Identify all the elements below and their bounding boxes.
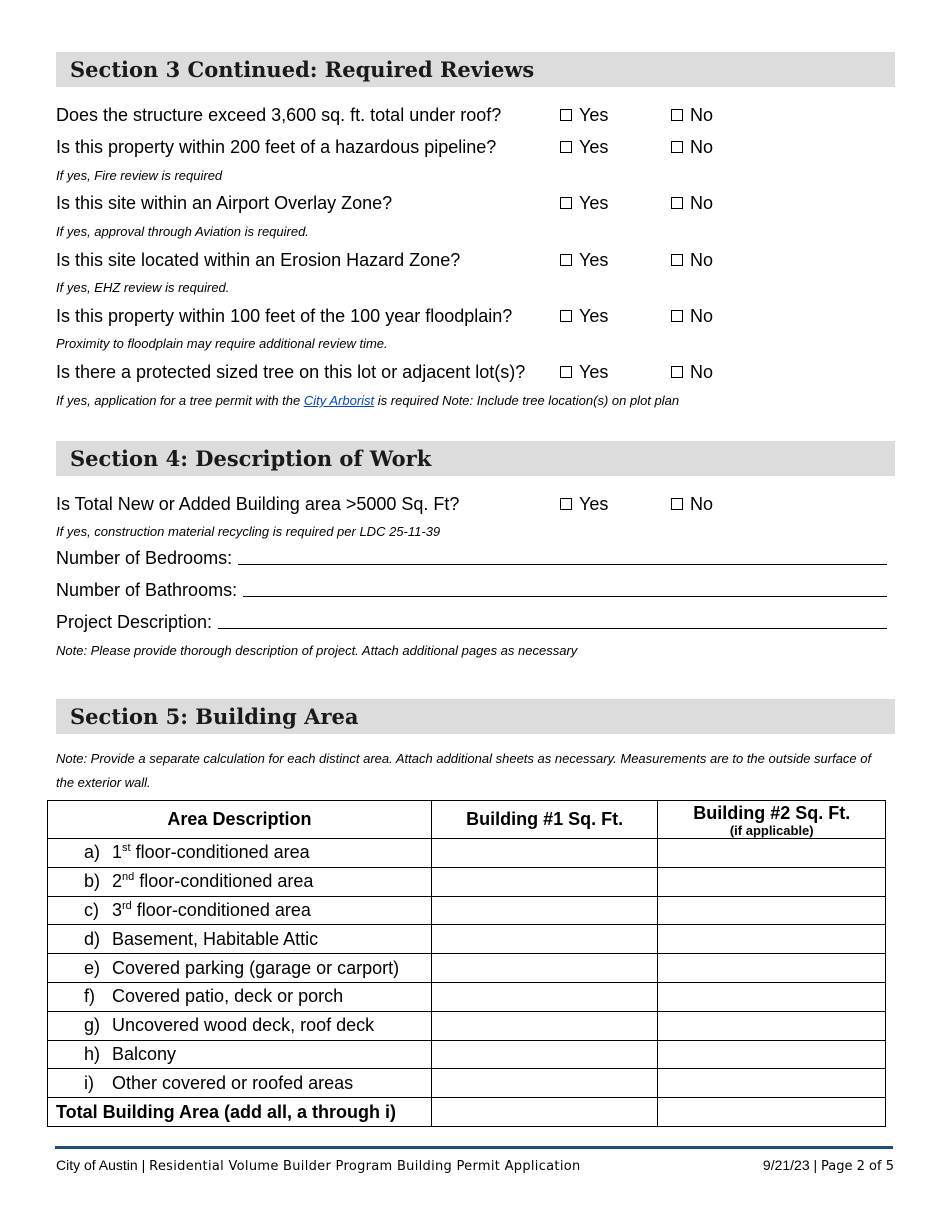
yes-checkbox-floodplain[interactable]: [560, 305, 608, 327]
table-row: [48, 1040, 886, 1069]
row-description: [48, 896, 432, 925]
note-floodplain: Proximity to floodplain may require additional review time.: [56, 336, 388, 351]
building-2-cell[interactable]: [658, 896, 886, 925]
checkbox-icon[interactable]: [560, 141, 572, 153]
building-2-cell[interactable]: [658, 1040, 886, 1069]
no-checkbox-airport[interactable]: [671, 192, 713, 214]
total-label: Total Building Area (add all, a through i): [48, 1098, 432, 1127]
header-building-1: Building #1 Sq. Ft.: [431, 801, 658, 839]
row-letter: g): [84, 1015, 101, 1036]
building-1-cell[interactable]: [431, 896, 658, 925]
no-checkbox-pipeline[interactable]: [671, 136, 713, 158]
yes-label: Yes: [579, 250, 609, 270]
bathrooms-field[interactable]: [56, 579, 887, 601]
row-description: [48, 925, 432, 954]
row-letter: d): [84, 928, 101, 949]
checkbox-icon[interactable]: [560, 254, 572, 266]
table-row: [48, 925, 886, 954]
footer-program: Residential Volume Builder Program Building Permit Application: [149, 1159, 581, 1174]
footer-right: [763, 1156, 894, 1176]
no-label: No: [690, 105, 714, 125]
bathrooms-label: Number of Bathrooms:: [56, 580, 238, 600]
table-header-row: [48, 801, 886, 839]
no-checkbox-structure-size[interactable]: [671, 104, 713, 126]
note-airport: If yes, approval through Aviation is required.: [56, 224, 309, 239]
checkbox-icon[interactable]: [560, 109, 572, 121]
no-label: No: [690, 362, 714, 382]
building-2-cell[interactable]: [658, 982, 886, 1011]
question-protected-tree: Is there a protected sized tree on this lot or adjacent lot(s)?: [56, 362, 526, 382]
row-number: 2: [112, 871, 123, 892]
checkbox-icon[interactable]: [671, 109, 683, 121]
table-row: [48, 896, 886, 925]
building-area-table: [47, 800, 886, 1127]
checkbox-icon[interactable]: [560, 197, 572, 209]
bedrooms-label: Number of Bedrooms:: [56, 548, 233, 568]
project-description-label: Project Description:: [56, 612, 213, 632]
question-airport: Is this site within an Airport Overlay Zone?: [56, 193, 393, 213]
no-label: No: [690, 494, 714, 514]
building-1-cell[interactable]: [431, 1040, 658, 1069]
building-2-cell[interactable]: [658, 954, 886, 983]
table-row: [48, 954, 886, 983]
header-area-description: Area Description: [48, 801, 432, 839]
note-text: is required Note: Include tree location(s) on plot plan: [374, 393, 680, 408]
row-description: [48, 839, 432, 868]
building-2-cell[interactable]: [658, 1069, 886, 1098]
row-letter: b): [84, 871, 101, 892]
header-building-2: [658, 801, 886, 839]
row-letter: f): [84, 986, 95, 1007]
note-pipeline: If yes, Fire review is required: [56, 168, 223, 183]
yes-label: Yes: [579, 362, 609, 382]
checkbox-icon[interactable]: [671, 498, 683, 510]
yes-label: Yes: [579, 193, 609, 213]
building-1-cell[interactable]: [431, 839, 658, 868]
footer-org: City of Austin |: [56, 1157, 146, 1173]
building-2-total-cell[interactable]: [658, 1098, 886, 1127]
footer-date: 9/21/23 |: [762, 1157, 818, 1173]
note-recycling: If yes, construction material recycling is required per LDC 25-11-39: [56, 524, 441, 539]
building-2-cell[interactable]: [658, 839, 886, 868]
row-text: Basement, Habitable Attic: [112, 928, 319, 949]
checkbox-icon[interactable]: [560, 498, 572, 510]
row-text: Other covered or roofed areas: [112, 1072, 354, 1093]
checkbox-icon[interactable]: [560, 366, 572, 378]
bathrooms-input-line[interactable]: [243, 579, 887, 597]
building-1-cell[interactable]: [431, 925, 658, 954]
row-number: 3: [112, 899, 123, 920]
question-erosion: Is this site located within an Erosion Hazard Zone?: [56, 250, 461, 270]
row-letter: a): [84, 842, 101, 863]
building-2-cell[interactable]: [658, 1011, 886, 1040]
checkbox-icon[interactable]: [671, 310, 683, 322]
no-checkbox-floodplain[interactable]: [671, 305, 713, 327]
project-description-field[interactable]: [56, 611, 887, 633]
building-1-cell[interactable]: [431, 1011, 658, 1040]
row-description: [48, 867, 432, 896]
no-checkbox-protected-tree[interactable]: [671, 361, 713, 383]
row-description: [48, 982, 432, 1011]
yes-checkbox-airport[interactable]: [560, 192, 608, 214]
no-label: No: [690, 250, 714, 270]
yes-label: Yes: [579, 494, 609, 514]
header-building-2-sub: (if applicable): [729, 822, 814, 838]
yes-checkbox-structure-size[interactable]: [560, 104, 608, 126]
footer-left: [56, 1156, 581, 1176]
section-4-heading: Section 4: Description of Work: [56, 441, 895, 476]
table-row: [48, 1011, 886, 1040]
row-description: [48, 1069, 432, 1098]
row-text: floor-conditioned area: [134, 871, 314, 892]
row-description: [48, 1011, 432, 1040]
checkbox-icon[interactable]: [671, 141, 683, 153]
building-1-total-cell[interactable]: [431, 1098, 658, 1127]
footer-page: Page 2 of 5: [821, 1159, 894, 1174]
question-floodplain: Is this property within 100 feet of the 100 year floodplain?: [56, 306, 513, 326]
row-description: [48, 1040, 432, 1069]
header-building-2-label: Building #2 Sq. Ft.: [693, 802, 851, 823]
footer-divider: [55, 1146, 893, 1149]
row-letter: c): [84, 899, 99, 920]
row-letter: h): [84, 1043, 101, 1064]
bedrooms-field[interactable]: [56, 547, 887, 569]
note-project-description: Note: Please provide thorough description of project. Attach additional pages as necessary: [56, 643, 578, 658]
row-letter: e): [84, 957, 101, 978]
building-2-cell[interactable]: [658, 925, 886, 954]
no-label: No: [690, 137, 714, 157]
row-superscript: nd: [122, 871, 135, 884]
bedrooms-input-line[interactable]: [238, 547, 887, 565]
question-pipeline: Is this property within 200 feet of a hazardous pipeline?: [56, 137, 497, 157]
table-total-row: [48, 1098, 886, 1127]
checkbox-icon[interactable]: [671, 254, 683, 266]
note-text: If yes, application for a tree permit with the: [56, 393, 304, 408]
yes-label: Yes: [579, 137, 609, 157]
checkbox-icon[interactable]: [671, 366, 683, 378]
city-arborist-link[interactable]: City Arborist: [303, 393, 375, 408]
note-protected-tree: [56, 392, 679, 410]
section-5-heading: Section 5: Building Area: [56, 699, 895, 734]
no-label: No: [690, 193, 714, 213]
row-text: Covered parking (garage or carport): [112, 957, 400, 978]
yes-checkbox-building-area[interactable]: [560, 493, 608, 515]
row-text: Balcony: [112, 1043, 177, 1064]
row-superscript: st: [122, 842, 131, 855]
table-row: [48, 839, 886, 868]
table-row: [48, 982, 886, 1011]
no-label: No: [690, 306, 714, 326]
question-structure-size: Does the structure exceed 3,600 sq. ft. total under roof?: [56, 105, 502, 125]
no-checkbox-erosion[interactable]: [671, 249, 713, 271]
checkbox-icon[interactable]: [560, 310, 572, 322]
project-description-input-line[interactable]: [218, 611, 887, 629]
row-text: Uncovered wood deck, roof deck: [112, 1015, 375, 1036]
yes-checkbox-protected-tree[interactable]: [560, 361, 608, 383]
checkbox-icon[interactable]: [671, 197, 683, 209]
row-text: floor-conditioned area: [130, 842, 310, 863]
building-1-cell[interactable]: [431, 1069, 658, 1098]
row-text: Covered patio, deck or porch: [112, 986, 344, 1007]
row-letter: i): [84, 1072, 94, 1093]
row-superscript: rd: [122, 899, 132, 912]
yes-label: Yes: [579, 306, 609, 326]
row-description: [48, 954, 432, 983]
building-2-cell[interactable]: [658, 867, 886, 896]
note-building-area: Note: Provide a separate calculation for each distinct area. Attach additional sheets as necessary. Measurements are to the outside surface of the exterior wall.: [56, 751, 872, 790]
table-row: [48, 867, 886, 896]
yes-checkbox-pipeline[interactable]: [560, 136, 608, 158]
question-building-area: Is Total New or Added Building area >5000 Sq. Ft?: [56, 494, 460, 514]
building-1-cell[interactable]: [431, 954, 658, 983]
section-3-heading: Section 3 Continued: Required Reviews: [56, 52, 895, 87]
row-text: floor-conditioned area: [131, 899, 311, 920]
building-1-cell[interactable]: [431, 867, 658, 896]
note-erosion: If yes, EHZ review is required.: [56, 280, 230, 295]
table-row: [48, 1069, 886, 1098]
yes-label: Yes: [579, 105, 609, 125]
no-checkbox-building-area[interactable]: [671, 493, 713, 515]
building-1-cell[interactable]: [431, 982, 658, 1011]
row-number: 1: [112, 842, 123, 863]
yes-checkbox-erosion[interactable]: [560, 249, 608, 271]
